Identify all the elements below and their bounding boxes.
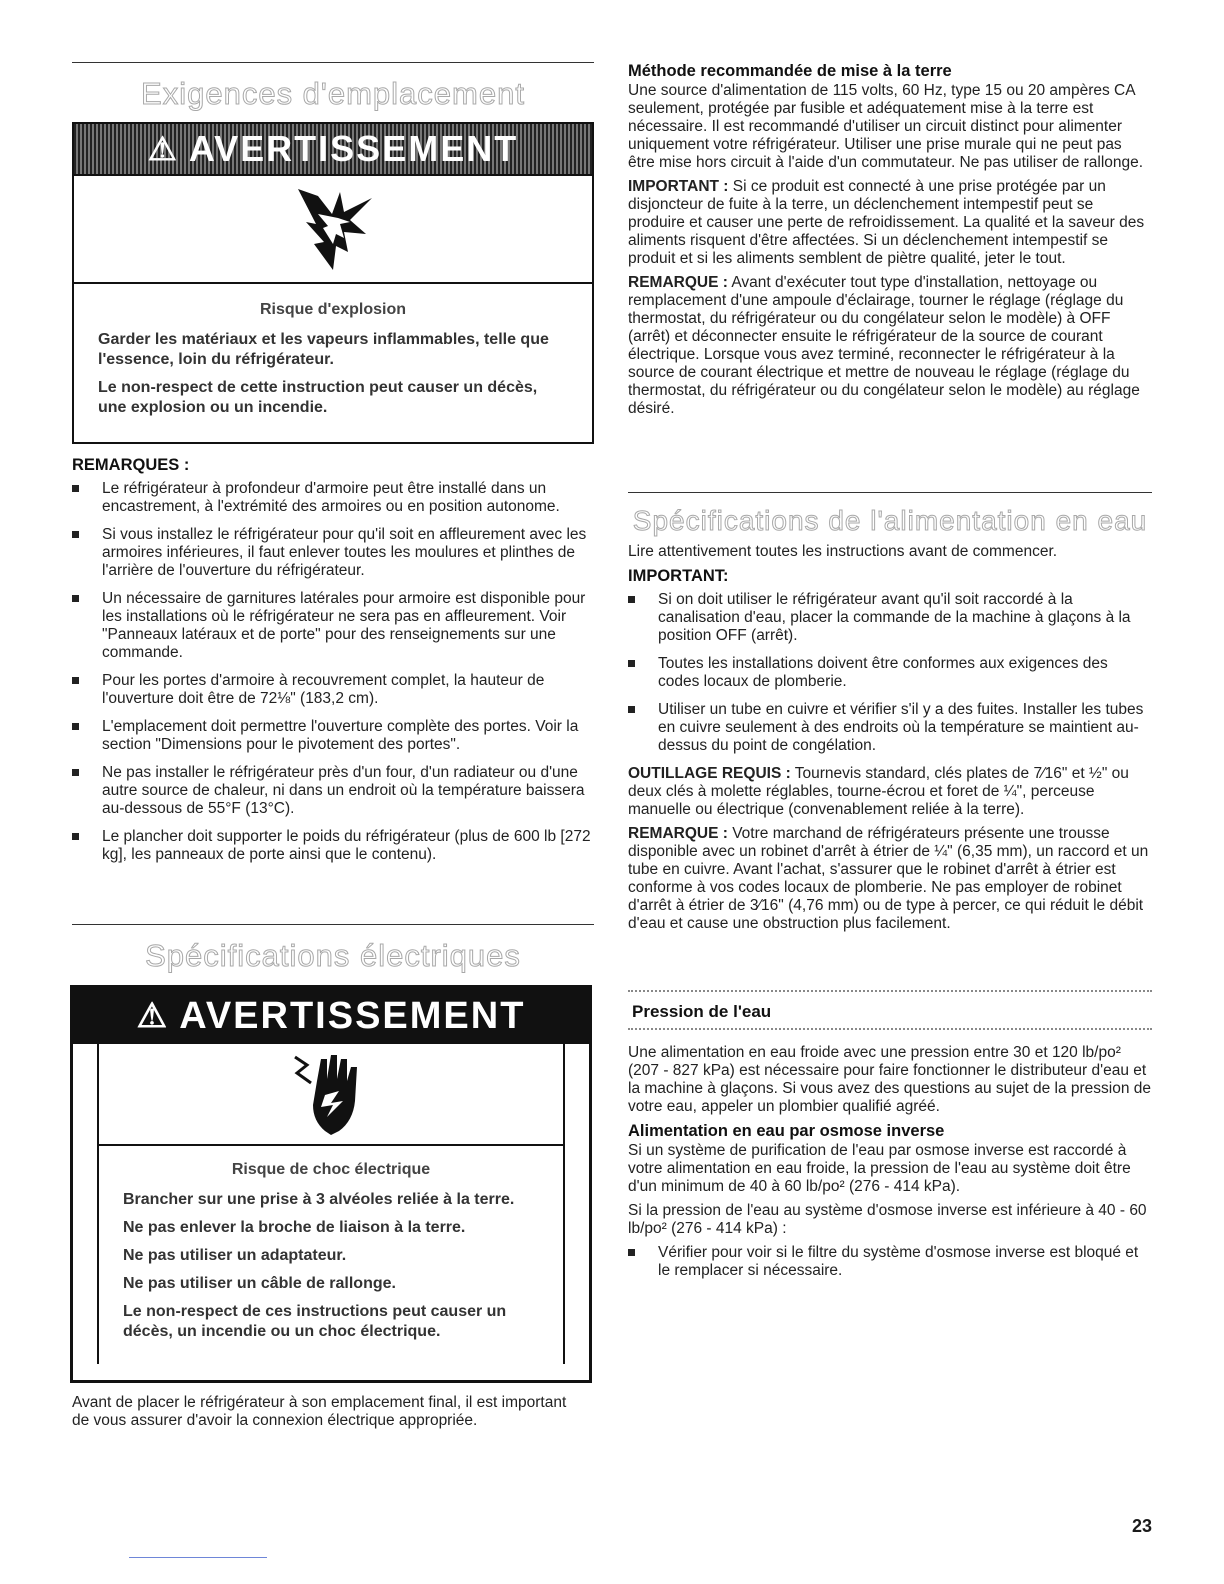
lire-text: Lire attentivement toutes les instructions avant de commencer. — [628, 543, 1058, 560]
remarque2-text: Votre marchand de réfrigérateurs présente une trousse disponible avec un robinet d'arrêt à étrier de ¼" (6,35 mm), un raccord et un tube en cuivre. Avant l'achat, s'assurer que le robinet d'arrêt à étrier est conforme à vos codes locaux de plomberie. Ne pas employer de robinet d'arrêt à étrier de 3⁄16" (4,76 mm) ou de type à percer, ce qui réduit le débit d'eau et cause une obstruction plus facilement. — [628, 825, 1149, 932]
water-rule — [628, 492, 1152, 493]
electric-warning-box — [70, 985, 592, 1383]
important-label: IMPORTANT : — [628, 178, 729, 195]
remarque-label: REMARQUE : — [628, 274, 728, 291]
section-title-eau: Spécifications de l'alimentation en eau — [632, 505, 1148, 536]
remarques-block — [72, 456, 594, 874]
footer-line — [129, 1557, 267, 1558]
electric-shock-icon — [291, 1051, 371, 1137]
section-title-emplacement: Exigences d'emplacement — [141, 76, 525, 111]
list-item: Si vous installez le réfrigérateur pour qu'il soit en affleurement avec les armoires inférieures, il faut enlever toutes les moulures et plinthes de l'arrière de l'ouverture du réfrigérateur. — [72, 526, 594, 580]
explosion-picture — [74, 176, 592, 284]
shock-warning-line: Ne pas utiliser un adaptateur. — [123, 1247, 347, 1264]
remarques-label: REMARQUES : — [72, 456, 190, 474]
pression-top-rule — [628, 990, 1152, 992]
important2-list — [628, 591, 1152, 755]
remarque2-paragraph — [628, 825, 1152, 933]
list-item: Toutes les installations doivent être conformes aux exigences des codes locaux de plomberie. — [628, 655, 1152, 691]
methode-title: Méthode recommandée de mise à la terre — [628, 62, 952, 80]
remarque-paragraph — [628, 274, 1152, 418]
page-number: 23 — [1131, 1516, 1152, 1536]
closing-paragraph: Avant de placer le réfrigérateur à son emplacement final, il est important de vous assurer d'avoir la connexion électrique appropriée. — [72, 1394, 567, 1429]
shock-warning-line: Ne pas utiliser un câble de rallonge. — [123, 1275, 396, 1292]
pression-block — [628, 1044, 1152, 1290]
pression-title: Pression de l'eau — [632, 1002, 772, 1021]
explosion-warning-line-1: Garder les matériaux et les vapeurs inflammables, telle que l'essence, loin du réfrigérateur. — [98, 331, 549, 368]
remarque2-label: REMARQUE : — [628, 825, 728, 842]
list-item: Ne pas installer le réfrigérateur près d'un four, d'un radiateur ou d'une autre source de chaleur, ni dans un endroit où la température baissera au-dessous de 55°F (13°C). — [72, 764, 594, 818]
warning-triangle-icon: ⚠ — [147, 131, 179, 167]
warning-triangle-icon: ⚠ — [136, 997, 170, 1035]
explosion-warning-line-2: Le non-respect de cette instruction peut causer un décès, une explosion ou un incendie. — [98, 379, 538, 416]
shock-picture — [97, 1044, 565, 1146]
risk-title-shock: Risque de choc électrique — [231, 1161, 431, 1178]
explosion-warning-text — [74, 284, 592, 418]
mid-rule-left — [72, 924, 594, 925]
list-item: Pour les portes d'armoire à recouvrement complet, la hauteur de l'ouverture doit être de 72⅛" (183,2 cm). — [72, 672, 594, 708]
outillage-paragraph — [628, 765, 1152, 819]
shock-warning-line: Ne pas enlever la broche de liaison à la terre. — [123, 1219, 466, 1236]
warning-header — [73, 988, 589, 1044]
outillage-text: Tournevis standard, clés plates de 7⁄16" et ½" ou deux clés à molette réglables, tourne-écrou et foret de ¼", perceuse manuelle ou électrique (convenablement reliée à la terre). — [628, 765, 1129, 818]
osmose-text-1: Si un système de purification de l'eau par osmose inverse est raccordé à votre alimentation en eau froide, la pression de l'eau au système doit être d'un minimum de 40 à 60 lb/po² (276 - 414 kPa). — [628, 1142, 1131, 1195]
osmose-text-2: Si la pression de l'eau au système d'osmose inverse est inférieure à 40 - 60 lb/po² (276 - 414 kPa) : — [628, 1202, 1147, 1237]
outillage-label: OUTILLAGE REQUIS : — [628, 765, 791, 782]
warning-header-label: AVERTISSEMENT — [179, 994, 526, 1037]
explosion-icon — [288, 184, 378, 274]
warning-header — [74, 124, 592, 176]
remarque-text: Avant d'exécuter tout type d'installation, nettoyage ou remplacement d'une ampoule d'éclairage, tourner le réglage (réglage du thermostat, du réfrigérateur ou du congélateur selon le modèle) à OFF (arrêt) et déconnecter ensuite le réfrigérateur de la source de courant électrique. Lorsque vous avez terminé, reconnecter le réfrigérateur à la source de courant électrique et mettre de nouveau le réglage (réglage du thermostat, du réfrigérateur ou du congélateur selon le modèle) au réglage désiré. — [628, 274, 1140, 417]
important2-label: IMPORTANT: — [628, 567, 729, 585]
osmose-title: Alimentation en eau par osmose inverse — [628, 1122, 945, 1140]
important-paragraph — [628, 178, 1152, 268]
warning-header-label: AVERTISSEMENT — [188, 128, 519, 169]
osmose-list — [628, 1244, 1152, 1280]
explosion-warning-box — [72, 122, 594, 444]
pression-bottom-rule — [628, 1028, 1152, 1030]
pression-text: Une alimentation en eau froide avec une pression entre 30 et 120 lb/po² (207 - 827 kPa) est nécessaire pour faire fonctionner le distributeur d'eau et la machine à glaçons. Si vous avez des questions au sujet de la pression de votre eau, appeler un plombier qualifié agréé. — [628, 1044, 1152, 1115]
remarques-list — [72, 480, 594, 864]
list-item: Le plancher doit supporter le poids du réfrigérateur (plus de 600 lb [272 kg], les panneaux de porte ainsi que le contenu). — [72, 828, 594, 864]
list-item: Si on doit utiliser le réfrigérateur avant qu'il soit raccordé à la canalisation d'eau, placer la commande de la machine à glaçons à la position OFF (arrêt). — [628, 591, 1152, 645]
list-item: L'emplacement doit permettre l'ouverture complète des portes. Voir la section "Dimensions pour le pivotement des portes". — [72, 718, 594, 754]
list-item: Le réfrigérateur à profondeur d'armoire peut être installé dans un encastrement, à l'extrémité des armoires ou en position autonome. — [72, 480, 594, 516]
list-item: Utiliser un tube en cuivre et vérifier s'il y a des fuites. Installer les tubes en cuivre seulement à des endroits où la température se maintient au-dessus du point de congélation. — [628, 701, 1152, 755]
grounding-block — [628, 62, 1152, 424]
section-title-electriques: Spécifications électriques — [145, 938, 521, 973]
shock-warning-line: Le non-respect de ces instructions peut causer un décès, un incendie ou un choc électrique. — [123, 1303, 507, 1340]
list-item: Un nécessaire de garnitures latérales pour armoire est disponible pour les installations où le réfrigérateur ne sera pas en affleurement. Voir "Panneaux latéraux et de porte" pour des renseignements sur une commande. — [72, 590, 594, 662]
shock-warning-text — [97, 1146, 565, 1364]
methode-text: Une source d'alimentation de 115 volts, 60 Hz, type 15 ou 20 ampères CA seulement, protégée par fusible et adéquatement mise à la terre est nécessaire. Il est recommandé d'utiliser un circuit distinct pour alimenter uniquement votre réfrigérateur. Utiliser une prise murale qui ne peut pas être mise hors circuit à l'aide d'un commutateur. Ne pas utiliser de rallonge. — [628, 82, 1144, 171]
list-item: Vérifier pour voir si le filtre du système d'osmose inverse est bloqué et le remplacer si nécessaire. — [628, 1244, 1152, 1280]
top-rule-left — [72, 62, 594, 63]
water-block — [628, 543, 1152, 939]
important-text: Si ce produit est connecté à une prise protégée par un disjoncteur de fuite à la terre, un déclenchement intempestif peut se produire et causer une perte de refroidissement. La qualité et la saveur des aliments risquent d'être affectées. Si un déclenchement intempestif se produit et si les aliments semblent de piètre qualité, jeter le tout. — [628, 178, 1145, 267]
shock-warning-line: Brancher sur une prise à 3 alvéoles reliée à la terre. — [123, 1191, 515, 1208]
risk-title-explosion: Risque d'explosion — [259, 301, 407, 318]
